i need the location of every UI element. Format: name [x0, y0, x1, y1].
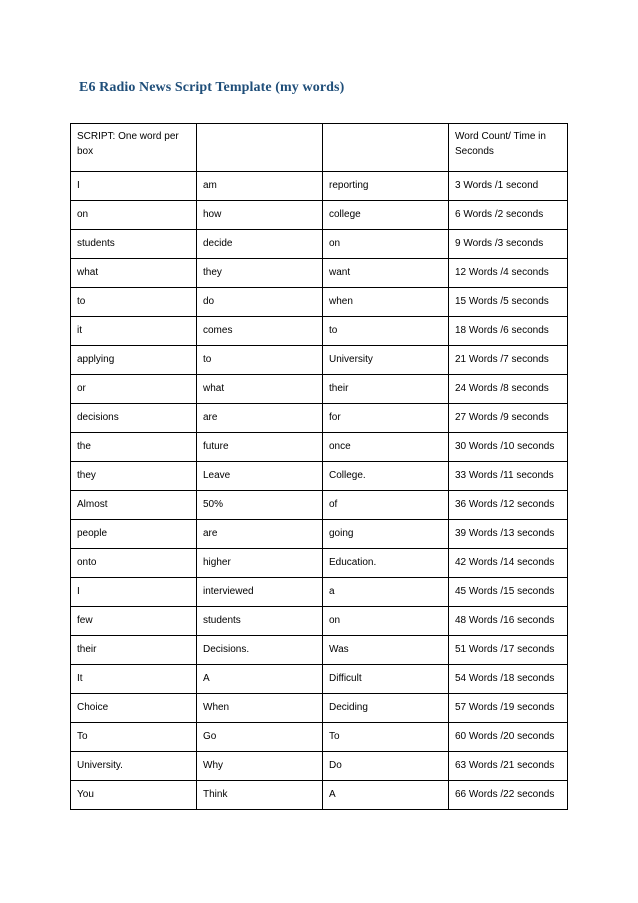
word-cell: to: [323, 317, 449, 346]
table-row: [71, 578, 568, 607]
word-count-cell: 30 Words /10 seconds: [449, 433, 568, 462]
word-count-cell: 51 Words /17 seconds: [449, 636, 568, 665]
word-cell: of: [323, 491, 449, 520]
table-row: [71, 230, 568, 259]
word-cell: Why: [197, 752, 323, 781]
word-cell: are: [197, 520, 323, 549]
word-cell: students: [197, 607, 323, 636]
word-count-cell: 3 Words /1 second: [449, 172, 568, 201]
word-count-cell: 63 Words /21 seconds: [449, 752, 568, 781]
word-cell: Do: [323, 752, 449, 781]
header-cell-script: SCRIPT: One word per box: [71, 124, 197, 172]
word-cell: on: [323, 607, 449, 636]
table-row: [71, 462, 568, 491]
word-cell: their: [323, 375, 449, 404]
word-cell: on: [323, 230, 449, 259]
word-cell: on: [71, 201, 197, 230]
table-row: [71, 665, 568, 694]
word-cell: going: [323, 520, 449, 549]
word-cell: decide: [197, 230, 323, 259]
word-cell: Go: [197, 723, 323, 752]
header-cell-blank-2: [323, 124, 449, 172]
word-cell: University.: [71, 752, 197, 781]
table-row: [71, 491, 568, 520]
word-cell: it: [71, 317, 197, 346]
table-row: [71, 288, 568, 317]
word-cell: few: [71, 607, 197, 636]
word-cell: Choice: [71, 694, 197, 723]
word-cell: A: [323, 781, 449, 810]
word-count-cell: 24 Words /8 seconds: [449, 375, 568, 404]
word-cell: onto: [71, 549, 197, 578]
word-cell: comes: [197, 317, 323, 346]
word-cell: It: [71, 665, 197, 694]
word-cell: what: [71, 259, 197, 288]
word-cell: Think: [197, 781, 323, 810]
table-row: [71, 752, 568, 781]
table-row: [71, 781, 568, 810]
word-cell: Difficult: [323, 665, 449, 694]
word-cell: You: [71, 781, 197, 810]
word-cell: the: [71, 433, 197, 462]
word-cell: students: [71, 230, 197, 259]
word-cell: people: [71, 520, 197, 549]
script-table: [70, 123, 568, 810]
word-count-cell: 39 Words /13 seconds: [449, 520, 568, 549]
table-row: [71, 259, 568, 288]
table-row: [71, 549, 568, 578]
table-row: [71, 375, 568, 404]
header-cell-blank-1: [197, 124, 323, 172]
word-cell: applying: [71, 346, 197, 375]
table-row: [71, 723, 568, 752]
table-row: [71, 694, 568, 723]
word-cell: decisions: [71, 404, 197, 433]
table-row: [71, 201, 568, 230]
word-cell: do: [197, 288, 323, 317]
word-count-cell: 33 Words /11 seconds: [449, 462, 568, 491]
word-cell: Deciding: [323, 694, 449, 723]
word-count-cell: 57 Words /19 seconds: [449, 694, 568, 723]
word-cell: are: [197, 404, 323, 433]
word-count-cell: 21 Words /7 seconds: [449, 346, 568, 375]
word-count-cell: 18 Words /6 seconds: [449, 317, 568, 346]
word-count-cell: 15 Words /5 seconds: [449, 288, 568, 317]
word-cell: how: [197, 201, 323, 230]
word-cell: higher: [197, 549, 323, 578]
word-cell: future: [197, 433, 323, 462]
word-count-cell: 66 Words /22 seconds: [449, 781, 568, 810]
word-cell: To: [323, 723, 449, 752]
word-cell: when: [323, 288, 449, 317]
word-cell: Leave: [197, 462, 323, 491]
word-cell: they: [197, 259, 323, 288]
script-table-body: [71, 124, 568, 810]
word-count-cell: 60 Words /20 seconds: [449, 723, 568, 752]
page-title: E6 Radio News Script Template (my words): [79, 80, 345, 95]
word-cell: interviewed: [197, 578, 323, 607]
word-cell: Education.: [323, 549, 449, 578]
word-cell: they: [71, 462, 197, 491]
word-cell: A: [197, 665, 323, 694]
table-row: [71, 433, 568, 462]
word-cell: Was: [323, 636, 449, 665]
word-cell: for: [323, 404, 449, 433]
word-count-cell: 54 Words /18 seconds: [449, 665, 568, 694]
word-cell: When: [197, 694, 323, 723]
table-row: [71, 346, 568, 375]
word-cell: what: [197, 375, 323, 404]
header-cell-word-count: Word Count/ Time in Seconds: [449, 124, 568, 172]
table-row: [71, 607, 568, 636]
word-cell: 50%: [197, 491, 323, 520]
word-cell: am: [197, 172, 323, 201]
table-row: [71, 636, 568, 665]
word-count-cell: 42 Words /14 seconds: [449, 549, 568, 578]
table-header-row: [71, 124, 568, 172]
word-cell: a: [323, 578, 449, 607]
word-cell: Almost: [71, 491, 197, 520]
word-cell: college: [323, 201, 449, 230]
word-cell: College.: [323, 462, 449, 491]
word-count-cell: 12 Words /4 seconds: [449, 259, 568, 288]
word-cell: to: [197, 346, 323, 375]
word-cell: To: [71, 723, 197, 752]
word-cell: I: [71, 578, 197, 607]
word-count-cell: 48 Words /16 seconds: [449, 607, 568, 636]
table-row: [71, 404, 568, 433]
word-count-cell: 9 Words /3 seconds: [449, 230, 568, 259]
word-cell: want: [323, 259, 449, 288]
word-cell: or: [71, 375, 197, 404]
word-cell: Decisions.: [197, 636, 323, 665]
word-cell: their: [71, 636, 197, 665]
word-cell: to: [71, 288, 197, 317]
table-row: [71, 172, 568, 201]
word-cell: University: [323, 346, 449, 375]
word-count-cell: 45 Words /15 seconds: [449, 578, 568, 607]
word-cell: reporting: [323, 172, 449, 201]
word-cell: once: [323, 433, 449, 462]
word-cell: I: [71, 172, 197, 201]
table-row: [71, 317, 568, 346]
word-count-cell: 36 Words /12 seconds: [449, 491, 568, 520]
table-row: [71, 520, 568, 549]
word-count-cell: 27 Words /9 seconds: [449, 404, 568, 433]
word-count-cell: 6 Words /2 seconds: [449, 201, 568, 230]
